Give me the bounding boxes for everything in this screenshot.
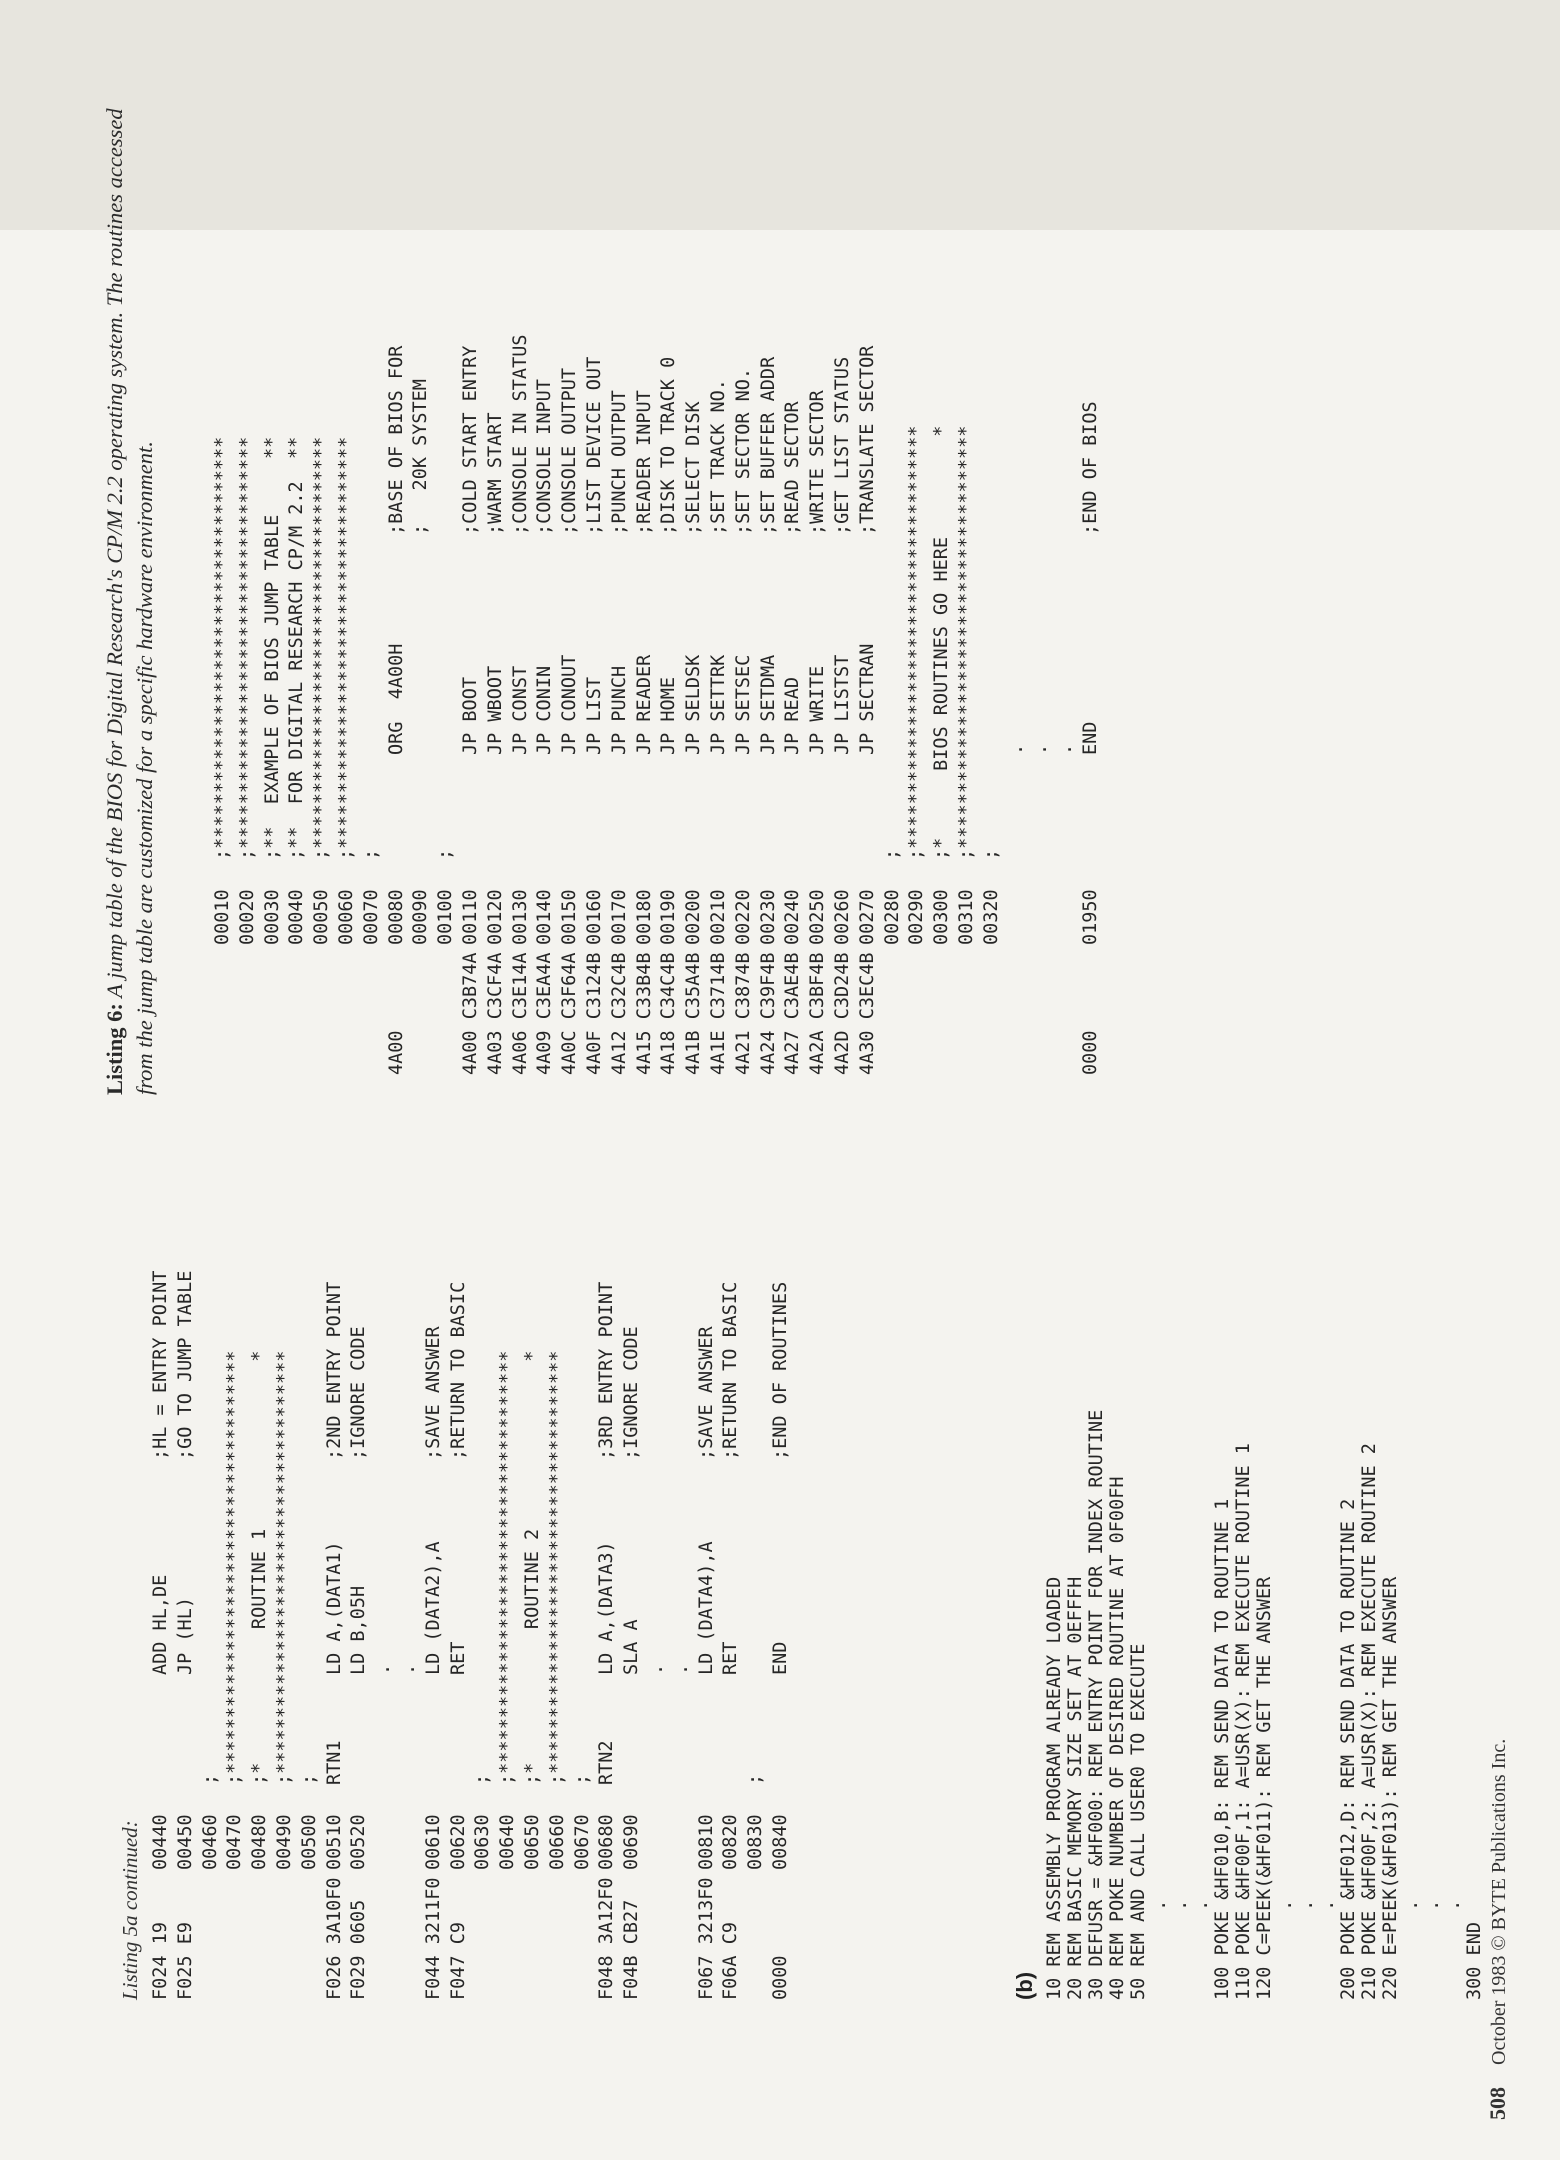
code-line-number: 00660 <box>546 1814 568 1870</box>
code-address: 4A06 C3E14A <box>509 952 531 1075</box>
code-instruction: LD A,(DATA3) <box>596 1541 618 1675</box>
basic-line: 210 POKE &HF00F,2: A=USR(X): REM EXECUTE ROUTINE 2 <box>1359 1443 1380 2000</box>
code-comment: ;END OF BIOS <box>1080 401 1101 535</box>
code-label: ; <box>472 1773 494 1785</box>
code-line-number: 00450 <box>174 1814 196 1870</box>
code-address: 4A09 C3EA4A <box>534 952 556 1075</box>
basic-line: 100 POKE &HF010,B: REM SEND DATA TO ROUTINE 1 <box>1212 1498 1233 2000</box>
page-footer <box>1485 1739 1511 2120</box>
code-address: 4A1B C35A4B <box>683 952 705 1075</box>
code-line-number: 00290 <box>906 889 928 945</box>
code-line-number: 00030 <box>261 889 283 945</box>
code-line-number: 00260 <box>832 889 853 945</box>
code-line-number: 00070 <box>360 889 382 945</box>
basic-line: . <box>1191 1899 1212 2000</box>
code-instruction: LD A,(DATA1) <box>323 1541 345 1675</box>
code-comment: ;IGNORE CODE <box>348 1326 370 1460</box>
code-line-number: 00480 <box>249 1814 271 1870</box>
code-instruction: RET <box>720 1641 742 1675</box>
code-line-number: 00140 <box>534 889 556 945</box>
code-comment: ;WARM START <box>484 412 506 535</box>
code-instruction: . <box>670 1663 692 1675</box>
code-comment: ;SELECT DISK <box>683 401 705 535</box>
code-instruction: JP (HL) <box>174 1597 196 1675</box>
code-line-number: 00040 <box>286 889 308 945</box>
basic-line: 200 POKE &HF012,D: REM SEND DATA TO ROUTINE 2 <box>1338 1498 1359 2000</box>
code-instruction: JP CONOUT <box>559 654 581 755</box>
code-comment: ;SET BUFFER ADDR <box>757 356 779 535</box>
code-line-number: 00830 <box>745 1814 767 1870</box>
code-comment: ;2ND ENTRY POINT <box>323 1281 345 1460</box>
code-label: ; <box>980 848 1002 860</box>
code-line-number: 00300 <box>931 889 953 945</box>
code-label: ;************************************** <box>274 1350 295 1785</box>
page-shadow-strip <box>0 0 1560 230</box>
code-label: ;************************************** <box>906 425 928 860</box>
code-line-number: 00810 <box>695 1814 717 1870</box>
code-line-number: 00110 <box>460 889 481 945</box>
code-comment: ;3RD ENTRY POINT <box>596 1281 618 1460</box>
code-line-number: 00690 <box>621 1814 643 1870</box>
code-label: ;************************************** <box>224 1350 246 1785</box>
code-address: 4A18 C34C4B <box>658 952 680 1075</box>
basic-line: 300 END <box>1464 1922 1485 2000</box>
code-line-number: 00010 <box>212 889 233 945</box>
basic-line: . <box>1149 1899 1170 2000</box>
code-instruction: JP BOOT <box>460 677 481 755</box>
code-instruction: JP WBOOT <box>484 665 506 755</box>
code-comment: ; 20K SYSTEM <box>410 379 432 535</box>
code-label: ;************************************** <box>497 1350 519 1785</box>
code-address: 0000 <box>770 1955 791 2000</box>
code-line-number: 00190 <box>658 889 680 945</box>
code-comment: ;CONSOLE OUTPUT <box>559 367 581 535</box>
code-instruction: SLA A <box>621 1619 643 1675</box>
basic-line: . <box>1296 1899 1317 2000</box>
code-instruction: . <box>1030 743 1052 755</box>
code-instruction: . <box>373 1663 395 1675</box>
code-comment: ;DISK TO TRACK 0 <box>658 356 680 535</box>
code-address: 4A00 <box>385 1030 407 1075</box>
code-instruction: JP SETDMA <box>757 654 779 755</box>
code-line-number: 00280 <box>881 889 903 945</box>
code-line-number: 00820 <box>720 1814 742 1870</box>
code-line-number: 00200 <box>683 889 705 945</box>
code-comment: ;RETURN TO BASIC <box>447 1281 469 1460</box>
code-line-number: 00060 <box>336 889 357 945</box>
code-address: 4A27 C3AE4B <box>782 952 804 1075</box>
code-instruction: LD B,05H <box>348 1585 370 1675</box>
code-line-number: 00520 <box>348 1814 370 1870</box>
code-label: ;************************************* <box>311 436 333 860</box>
code-address: 4A0F C3124B <box>584 952 605 1075</box>
code-comment: ;RETURN TO BASIC <box>720 1281 742 1460</box>
code-line-number: 00160 <box>584 889 605 945</box>
code-line-number: 00440 <box>150 1814 171 1870</box>
date-line: October 1983 © BYTE Publications Inc. <box>1488 1738 1510 2065</box>
code-instruction: . <box>1005 743 1027 755</box>
code-instruction: JP CONST <box>509 665 531 755</box>
code-comment: ;PUNCH OUTPUT <box>608 390 630 535</box>
code-line-number: 00490 <box>274 1814 295 1870</box>
code-label: ;************************************* <box>336 436 357 860</box>
code-label: ; <box>881 848 903 860</box>
listing-6-caption <box>100 95 160 1095</box>
code-instruction: JP LIST <box>584 677 605 755</box>
code-line-number: 00250 <box>807 889 829 945</box>
code-instruction: JP LISTST <box>832 654 853 755</box>
code-label: ; <box>745 1773 767 1785</box>
code-comment: ;SET TRACK NO. <box>708 379 729 535</box>
basic-line: . <box>1401 1899 1422 2000</box>
code-label: ; <box>199 1773 221 1785</box>
code-line-number: 00080 <box>385 889 407 945</box>
code-comment: ;SAVE ANSWER <box>422 1326 444 1460</box>
basic-line: 110 POKE &HF00F,1: A=USR(X): REM EXECUTE ROUTINE 1 <box>1233 1443 1254 2000</box>
code-instruction: ORG 4A00H <box>385 643 407 755</box>
code-label: ;** FOR DIGITAL RESEARCH CP/M 2.2 ** <box>286 436 308 860</box>
code-instruction: . <box>1055 743 1077 755</box>
code-line-number: 00120 <box>484 889 506 945</box>
code-comment: ;CONSOLE IN STATUS <box>509 334 531 535</box>
code-comment: ;READ SECTOR <box>782 401 804 535</box>
code-instruction: . <box>398 1663 419 1675</box>
code-line-number: 00130 <box>509 889 531 945</box>
listing-5b-label: (b) <box>1012 1971 1037 2000</box>
code-instruction: JP SETSEC <box>732 654 754 755</box>
code-comment: ;WRITE SECTOR <box>807 390 829 535</box>
basic-line: 220 E=PEEK(&HF013): REM GET THE ANSWER <box>1380 1576 1401 2000</box>
code-comment: ;TRANSLATE SECTOR <box>856 345 878 535</box>
code-address: F06A C9 <box>720 1922 742 2000</box>
basic-line: . <box>1443 1899 1464 2000</box>
code-line-number: 00170 <box>608 889 630 945</box>
basic-line: 30 DEFUSR = &HF000: REM ENTRY POINT FOR INDEX ROUTINE <box>1086 1409 1107 2000</box>
code-address: F067 3213F0 <box>695 1877 717 2000</box>
code-address: F04B CB27 <box>621 1899 643 2000</box>
code-instruction: JP READ <box>782 677 804 755</box>
code-line-number: 00680 <box>596 1814 618 1870</box>
code-instruction: LD (DATA4),A <box>695 1541 717 1675</box>
code-address: 4A12 C32C4B <box>608 952 630 1075</box>
code-instruction: LD (DATA2),A <box>422 1541 444 1675</box>
code-label: ;************************************** <box>956 425 977 860</box>
code-line-number: 00510 <box>323 1814 345 1870</box>
code-address: F024 19 <box>150 1922 171 2000</box>
code-comment: ;SAVE ANSWER <box>695 1326 717 1460</box>
code-address: 4A21 C3874B <box>732 952 754 1075</box>
basic-line: . <box>1275 1899 1296 2000</box>
basic-line: . <box>1170 1899 1191 2000</box>
code-comment: ;COLD START ENTRY <box>460 345 481 535</box>
listing-6-caption-text: A jump table of the BIOS for Digital Research's CP/M 2.2 operating system. The routines accessed from the jump table are customized for a specific hardware environment. <box>102 108 157 1095</box>
code-address: F047 C9 <box>447 1922 469 2000</box>
code-line-number: 00100 <box>435 889 457 945</box>
code-instruction: JP READER <box>633 654 655 755</box>
code-line-number: 00620 <box>447 1814 469 1870</box>
code-instruction: END <box>1080 721 1101 755</box>
code-instruction: RET <box>447 1641 469 1675</box>
code-instruction: JP WRITE <box>807 665 829 755</box>
code-line-number: 00640 <box>497 1814 519 1870</box>
code-comment: ;IGNORE CODE <box>621 1326 643 1460</box>
code-address: 4A2D C3D24B <box>832 952 853 1075</box>
code-line-number: 00460 <box>199 1814 221 1870</box>
code-address: 4A03 C3CF4A <box>484 952 506 1075</box>
code-label: ; <box>571 1773 593 1785</box>
code-line-number: 00840 <box>770 1814 791 1870</box>
code-line-number: 00220 <box>732 889 754 945</box>
code-address: F029 0605 <box>348 1899 370 2000</box>
basic-line: 20 REM BASIC MEMORY SIZE SET AT 0EFFFH <box>1065 1576 1086 2000</box>
code-label: ;************************************* <box>236 436 258 860</box>
code-address: 4A0C C3F64A <box>559 952 581 1075</box>
code-address: F026 3A10F0 <box>323 1877 345 2000</box>
code-line-number: 00230 <box>757 889 779 945</box>
code-address: 4A00 C3B74A <box>460 952 481 1075</box>
basic-line: 50 REM AND CALL USER0 TO EXECUTE <box>1128 1643 1149 2000</box>
code-instruction: JP SETTRK <box>708 654 729 755</box>
code-comment: ;CONSOLE INPUT <box>534 379 556 535</box>
code-address: F044 3211F0 <box>422 1877 444 2000</box>
basic-line: 10 REM ASSEMBLY PROGRAM ALREADY LOADED <box>1044 1576 1065 2000</box>
code-address: 0000 <box>1080 1030 1101 1075</box>
page-number: 508 <box>1485 2087 1510 2120</box>
basic-line: 40 REM POKE NUMBER OF DESIRED ROUTINE AT 0F00FH <box>1107 1476 1128 2000</box>
code-line-number: 00180 <box>633 889 655 945</box>
code-line-number: 00670 <box>571 1814 593 1870</box>
code-instruction: . <box>646 1663 667 1675</box>
code-line-number: 00610 <box>422 1814 444 1870</box>
code-comment: ;SET SECTOR NO. <box>732 367 754 535</box>
code-comment: ;READER INPUT <box>633 390 655 535</box>
code-instruction: END <box>770 1641 791 1675</box>
code-line-number: 00270 <box>856 889 878 945</box>
code-address: 4A30 C3EC4B <box>856 952 878 1075</box>
code-comment: ;GO TO JUMP TABLE <box>174 1270 196 1460</box>
code-comment: ;GET LIST STATUS <box>832 356 853 535</box>
code-address: 4A1E C3714B <box>708 952 729 1075</box>
code-comment: ;HL = ENTRY POINT <box>150 1270 171 1460</box>
code-address: 4A24 C39F4B <box>757 952 779 1075</box>
code-line-number: 00470 <box>224 1814 246 1870</box>
code-line-number: 00090 <box>410 889 432 945</box>
code-address: 4A15 C33B4B <box>633 952 655 1075</box>
code-comment: ;END OF ROUTINES <box>770 1281 791 1460</box>
code-address: F048 3A12F0 <box>596 1877 618 2000</box>
code-label: ;* ROUTINE 2 * <box>522 1350 543 1785</box>
code-line-number: 01950 <box>1080 889 1101 945</box>
code-address: F025 E9 <box>174 1922 196 2000</box>
basic-line: . <box>1317 1899 1338 2000</box>
code-label: RTN1 <box>323 1740 345 1785</box>
code-label: RTN2 <box>596 1740 618 1785</box>
code-instruction: JP CONIN <box>534 665 556 755</box>
code-label: ; <box>298 1773 320 1785</box>
code-label: ; <box>435 848 457 860</box>
code-line-number: 00020 <box>236 889 258 945</box>
code-instruction: JP SECTRAN <box>856 643 878 755</box>
code-instruction: JP HOME <box>658 677 680 755</box>
basic-line: . <box>1422 1899 1443 2000</box>
listing-5a-title: Listing 5a continued: <box>118 1820 142 2000</box>
code-address: 4A2A C3BF4B <box>807 952 829 1075</box>
code-line-number: 00150 <box>559 889 581 945</box>
code-line-number: 00320 <box>980 889 1002 945</box>
code-label: ;************************************** <box>546 1350 568 1785</box>
code-line-number: 00210 <box>708 889 729 945</box>
listing-6-caption-label: Listing 6: <box>102 1003 127 1095</box>
code-line-number: 00630 <box>472 1814 494 1870</box>
code-line-number: 00650 <box>522 1814 543 1870</box>
code-instruction: ADD HL,DE <box>150 1574 171 1675</box>
code-line-number: 00240 <box>782 889 804 945</box>
code-label: ;* BIOS ROUTINES GO HERE * <box>931 425 953 860</box>
code-instruction: JP SELDSK <box>683 654 705 755</box>
code-line-number: 00500 <box>298 1814 320 1870</box>
code-line-number: 00310 <box>956 889 977 945</box>
code-label: ;************************************* <box>212 436 233 860</box>
code-instruction: JP PUNCH <box>608 665 630 755</box>
code-label: ; <box>360 848 382 860</box>
code-line-number: 00050 <box>311 889 333 945</box>
basic-line: 120 C=PEEK(&HF011): REM GET THE ANSWER <box>1254 1576 1275 2000</box>
code-comment: ;BASE OF BIOS FOR <box>385 345 407 535</box>
code-comment: ;LIST DEVICE OUT <box>584 356 605 535</box>
code-label: ;* ROUTINE 1 * <box>249 1350 271 1785</box>
code-label: ;** EXAMPLE OF BIOS JUMP TABLE ** <box>261 436 283 860</box>
